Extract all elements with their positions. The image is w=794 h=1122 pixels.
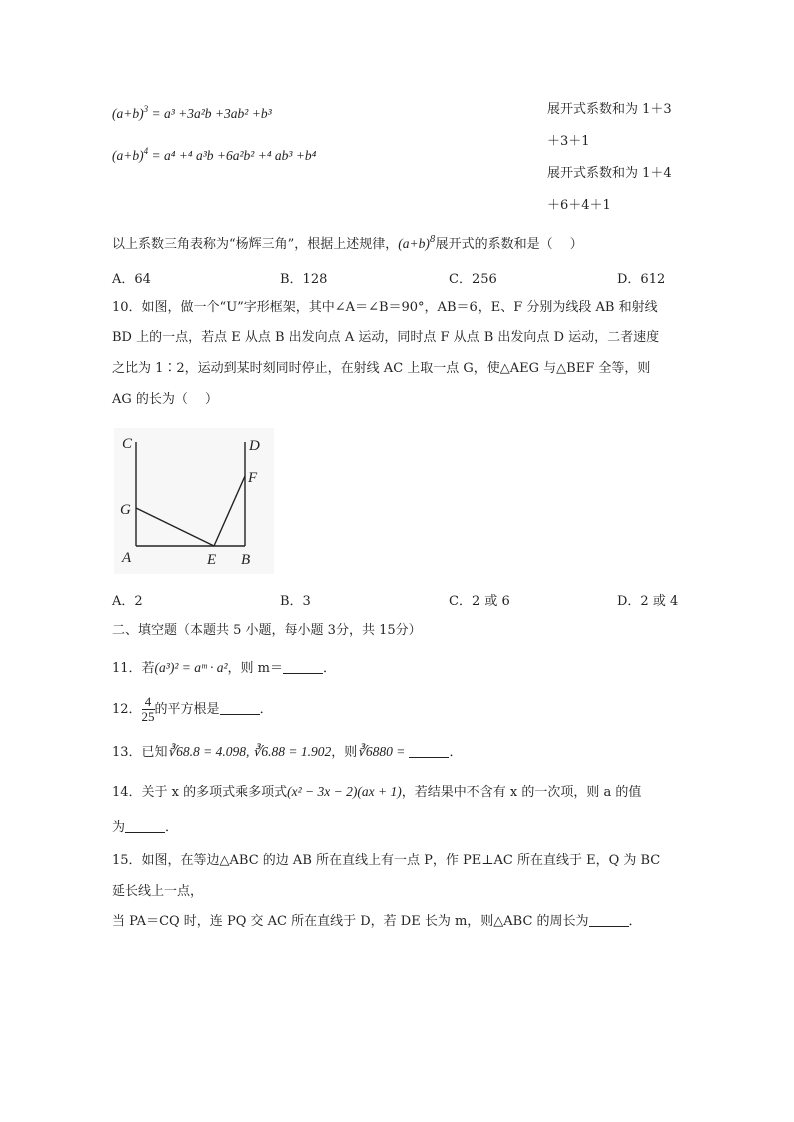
q10-option-b: B．3 bbox=[280, 594, 311, 609]
label-d: D bbox=[249, 438, 260, 454]
q13 bbox=[112, 742, 463, 763]
q14-line2-pre: 为 bbox=[112, 820, 126, 835]
cube-rhs: = a³ +3a²b +3ab² +b³ bbox=[151, 106, 272, 121]
quart-lhs: (a+b) bbox=[112, 148, 144, 163]
q15-line3-text: 当 PA＝CQ 时，连 PQ 交 AC 所在直线于 D，若 DE 长为 m，则△ABC 的周长为 bbox=[112, 914, 589, 929]
q10-option-c: C．2 或 6 bbox=[449, 594, 510, 609]
q12 bbox=[112, 690, 273, 730]
q10-option-a: A．2 bbox=[112, 594, 143, 609]
q11-answer-blank[interactable] bbox=[283, 661, 323, 674]
q15-end: ． bbox=[628, 914, 642, 929]
q11-expr: (a³)² = aᵐ · a² bbox=[154, 660, 228, 675]
q14-end: ． bbox=[165, 820, 179, 835]
q13-pre: 13．已知 bbox=[112, 745, 168, 760]
q10-line1: 10．如图，做一个“U”字形框架，其中∠A＝∠B＝90°，AB＝6，E、F 分别为线段 AB 和射线 bbox=[112, 300, 658, 315]
q11 bbox=[112, 658, 336, 679]
q12-end: ． bbox=[259, 702, 273, 717]
q15-line3 bbox=[112, 912, 642, 932]
q9-option-d: D．612 bbox=[617, 272, 666, 287]
quart-note-line1: 展开式系数和为 1＋4 bbox=[547, 166, 672, 181]
q15-line2: 延长线上一点， bbox=[112, 884, 204, 899]
q10-line3: 之比为 1∶2，运动到某时刻同时停止，在射线 AC 上取一点 G，使△AEG 与△BEF 全等，则 bbox=[112, 361, 651, 376]
quart-note-line2: ＋6＋4＋1 bbox=[547, 198, 611, 213]
q13-answer-blank[interactable] bbox=[409, 745, 449, 758]
q11-pre: 11．若 bbox=[112, 661, 155, 676]
q9-power: 8 bbox=[429, 235, 436, 245]
q12-answer-blank[interactable] bbox=[220, 702, 260, 715]
q14-expr: (x² − 3x − 2)(ax + 1) bbox=[287, 784, 402, 799]
label-a: A bbox=[122, 550, 132, 566]
cube-note-line1: 展开式系数和为 1＋3 bbox=[547, 102, 672, 117]
q9-expr: (a+b) bbox=[398, 236, 430, 251]
q14-line1 bbox=[112, 782, 641, 803]
quart-rhs: = a⁴ +⁴ a³b +6a²b² +⁴ ab³ +b⁴ bbox=[151, 148, 317, 163]
label-f: F bbox=[248, 470, 258, 486]
cube-power: 3 bbox=[143, 104, 149, 114]
q13-expr1: ∛68.8 = 4.098, ∛6.88 = 1.902 bbox=[167, 744, 332, 759]
quartic-expansion bbox=[112, 146, 316, 164]
q12-fraction bbox=[142, 695, 155, 724]
q10-option-d: D．2 或 4 bbox=[617, 594, 679, 609]
q14-post: ，若结果中不含有 x 的一次项，则 a 的值 bbox=[401, 785, 642, 800]
cube-note-line2: ＋3＋1 bbox=[547, 134, 590, 149]
q11-post: ，则 m＝ bbox=[227, 661, 284, 676]
q9-option-b: B．128 bbox=[280, 272, 328, 287]
q15-answer-blank[interactable] bbox=[589, 914, 629, 927]
cube-expansion bbox=[112, 104, 272, 122]
q9-option-c: C．256 bbox=[449, 272, 497, 287]
label-b: B bbox=[241, 552, 251, 568]
label-e: E bbox=[207, 552, 217, 568]
q12-post: 的平方根是 bbox=[154, 702, 220, 717]
q14-line2 bbox=[112, 818, 178, 838]
q12-pre: 12． bbox=[112, 702, 142, 717]
section-2-title: 二、填空题（本题共 5 小题，每小题 3分，共 15分） bbox=[112, 623, 422, 638]
q14-answer-blank[interactable] bbox=[125, 820, 165, 833]
cube-lhs: (a+b) bbox=[112, 106, 144, 121]
q10-line2: BD 上的一点，若点 E 从点 B 出发向点 A 运动，同时点 F 从点 B 出发向点 D 运动，二者速度 bbox=[112, 330, 660, 345]
q9-stem-text: 以上系数三角表称为“杨辉三角”，根据上述规律， bbox=[112, 237, 399, 252]
q15-line1: 15．如图，在等边△ABC 的边 AB 所在直线上有一点 P，作 PE⊥AC 所在直线于 E，Q 为 BC bbox=[112, 853, 661, 868]
q9-option-a: A．64 bbox=[112, 272, 151, 287]
q13-post: ，则 bbox=[331, 745, 358, 760]
q12-numerator: 4 bbox=[142, 695, 155, 710]
q10-line4: AG 的长为（ ） bbox=[112, 392, 219, 407]
label-c: C bbox=[122, 436, 133, 452]
u-frame-figure bbox=[114, 428, 274, 574]
q11-end: ． bbox=[323, 661, 337, 676]
q9-stem bbox=[112, 230, 583, 255]
q14-pre: 14．关于 x 的多项式乘多项式 bbox=[112, 785, 288, 800]
label-g: G bbox=[120, 502, 131, 518]
q12-denominator: 25 bbox=[141, 709, 155, 724]
q13-end: ． bbox=[449, 745, 463, 760]
q13-expr2: ∛6880 = bbox=[357, 744, 406, 759]
q9-stem-end: 展开式的系数和是（ ） bbox=[435, 237, 583, 252]
quart-power: 4 bbox=[143, 146, 149, 156]
